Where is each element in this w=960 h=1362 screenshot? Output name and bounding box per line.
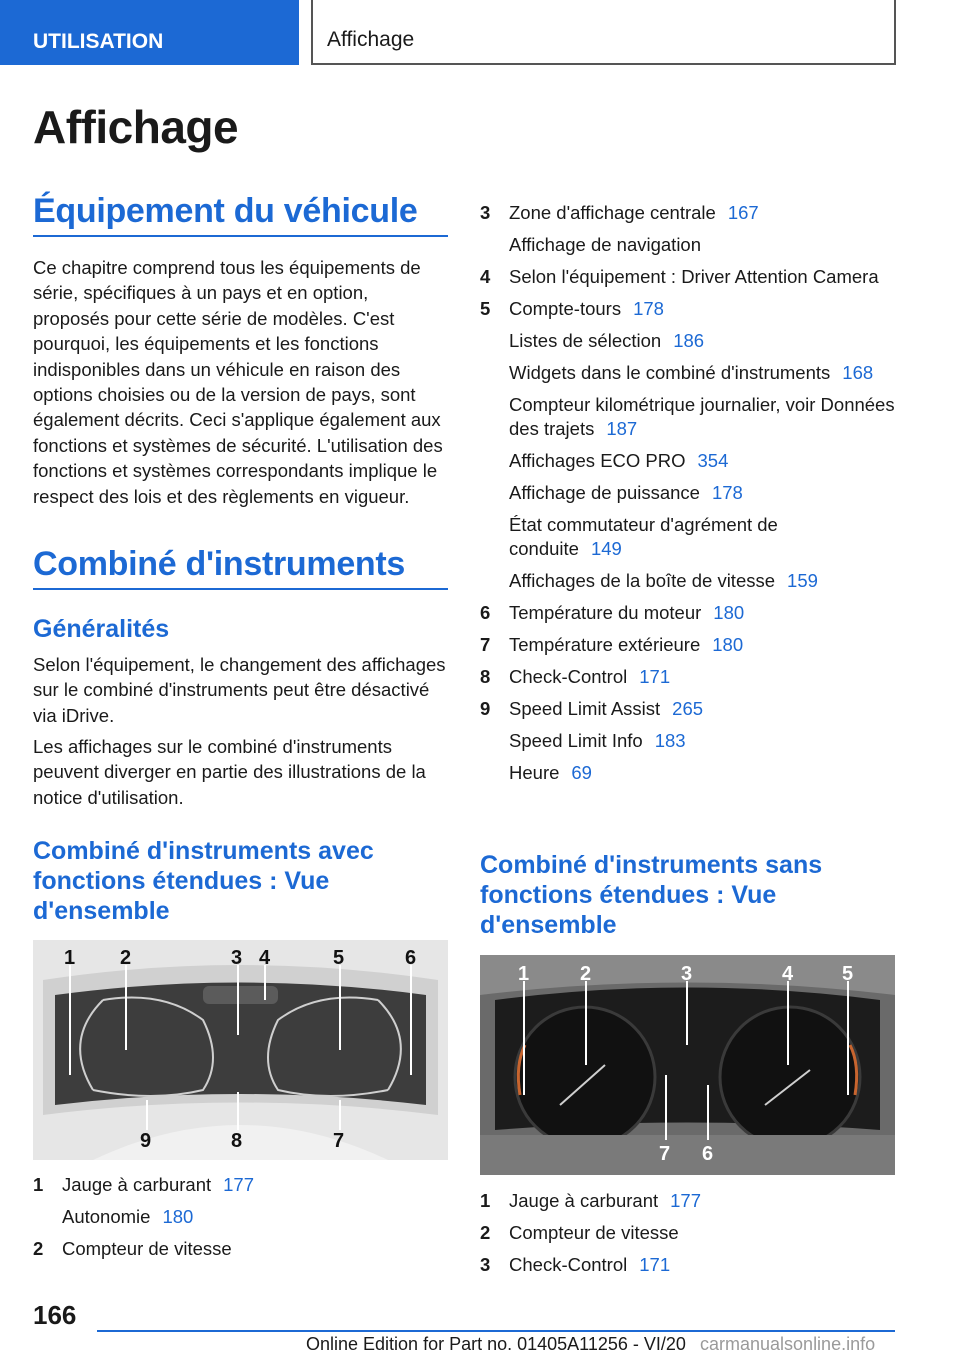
item-text: Check-Control	[509, 1254, 628, 1275]
figure-label-6: 6	[405, 947, 417, 969]
item-text: Affichages ECO PRO	[509, 450, 686, 471]
generalites-paragraph-1: Selon l'équipement, le changement des affichages sur le combiné d'instruments peut être désactivé via iDrive.	[33, 654, 446, 726]
item-text: Speed Limit Assist	[509, 698, 661, 719]
list-item	[480, 1253, 895, 1277]
page-ref-link[interactable]: 354	[697, 450, 729, 471]
item-number: 7	[480, 634, 491, 655]
item-text: Speed Limit Info	[509, 730, 643, 751]
item-number: 4	[480, 266, 491, 287]
item-text: Affichage de navigation	[509, 234, 702, 255]
item-text: Température du moteur	[509, 602, 702, 623]
page-ref-link[interactable]: 180	[712, 634, 744, 655]
figure-label-4: 4	[259, 947, 271, 969]
heading-rule	[33, 588, 448, 590]
list-item	[480, 761, 895, 785]
legend-list-basic	[480, 1189, 895, 1285]
list-item	[480, 361, 895, 385]
heading-combine-etendues: Combiné d'instruments avec fonctions étendues : Vue d'ensemble	[33, 837, 374, 925]
item-text: Heure	[509, 762, 560, 783]
page-title: Affichage	[33, 101, 239, 153]
header-chapter-tab[interactable]: UTILISATION	[0, 0, 299, 65]
item-text: Check-Control	[509, 666, 628, 687]
list-item	[480, 449, 895, 473]
figure-label-1: 1	[64, 947, 76, 969]
heading-combine-sans-etendues: Combiné d'instruments sans fonctions étendues : Vue d'ensemble	[480, 851, 823, 939]
item-number: 3	[480, 202, 491, 223]
page-ref-link[interactable]: 69	[571, 762, 592, 783]
legend-list-extended-left	[33, 1173, 448, 1269]
figure-label-5: 5	[842, 963, 854, 985]
figure-label-7: 7	[333, 1130, 345, 1152]
list-item	[480, 569, 895, 593]
item-text: Affichages de la boîte de vitesse	[509, 570, 776, 591]
page-ref-link[interactable]: 265	[672, 698, 704, 719]
instrument-cluster-illustration	[33, 940, 448, 1160]
figure-label-3: 3	[231, 947, 243, 969]
item-text: Affichage de puissance	[509, 482, 700, 503]
item-text: Compteur de vitesse	[509, 1222, 679, 1243]
list-item	[480, 601, 895, 625]
heading-equipement: Équipement du véhicule	[33, 192, 418, 230]
instrument-cluster-figure-extended	[33, 940, 448, 1160]
figure-label-2: 2	[580, 963, 592, 985]
list-item	[480, 1221, 895, 1245]
item-number: 1	[480, 1190, 491, 1211]
page-ref-link[interactable]: 167	[727, 202, 759, 223]
figure-label-4: 4	[782, 963, 794, 985]
page-ref-link[interactable]: 187	[606, 418, 638, 439]
generalites-paragraph-2: Les affichages sur le combiné d'instruments peuvent diverger en partie des illustrations de la notice d'utilisation.	[33, 736, 426, 808]
page-ref-link[interactable]: 171	[639, 1254, 671, 1275]
item-text: Jauge à carburant	[62, 1174, 212, 1195]
item-number: 2	[480, 1222, 491, 1243]
item-number: 8	[480, 666, 491, 687]
figure-label-2: 2	[120, 947, 132, 969]
page-ref-link[interactable]: 171	[639, 666, 671, 687]
list-item	[33, 1173, 448, 1197]
item-text: Widgets dans le combiné d'instruments	[509, 362, 831, 383]
header-section-label: Affichage	[311, 0, 896, 65]
list-item	[480, 329, 895, 353]
list-item	[480, 513, 895, 561]
item-text: Compteur kilométrique journalier, voir Données des trajets	[509, 394, 895, 439]
instrument-cluster-basic-illustration	[480, 955, 895, 1175]
list-item	[480, 233, 895, 257]
page-ref-link[interactable]: 177	[670, 1190, 702, 1211]
footer-rule	[97, 1330, 895, 1332]
list-item	[480, 481, 895, 505]
page-ref-link[interactable]: 186	[673, 330, 705, 351]
page-ref-link[interactable]: 180	[162, 1206, 194, 1227]
item-text: Température extérieure	[509, 634, 701, 655]
item-text: Listes de sélection	[509, 330, 662, 351]
page-ref-link[interactable]: 159	[787, 570, 818, 591]
item-text: Zone d'affichage centrale	[509, 202, 716, 223]
list-item	[480, 1189, 895, 1213]
item-text: Jauge à carburant	[509, 1190, 659, 1211]
list-item	[480, 297, 895, 321]
figure-label-3: 3	[681, 963, 693, 985]
page-ref-link[interactable]: 168	[842, 362, 874, 383]
footer-edition: Online Edition for Part no. 01405A11256 - VI/20	[306, 1334, 686, 1354]
list-item	[480, 729, 895, 753]
item-text: État commutateur d'agrément de conduite	[509, 514, 778, 559]
page-ref-link[interactable]: 178	[711, 482, 743, 503]
watermark: carmanualsonline.info	[700, 1334, 876, 1354]
equipement-paragraph: Ce chapitre comprend tous les équipements de série, spécifiques à un pays et en option, proposés pour cette série de modèles. C'est pourquoi, les équipements et les fonctions indisponibles dans un véhicule en raison des options choisies ou de la version de pays, sont également décrits. Ceci s'applique également aux fonctions et systèmes de sécurité. L'utilisation des fonctions et systèmes correspondants implique le respect des lois et des règlements en vigueur.	[33, 257, 443, 507]
page-ref-link[interactable]: 183	[654, 730, 686, 751]
figure-label-9: 9	[140, 1130, 152, 1152]
list-item	[480, 393, 895, 441]
list-item	[33, 1237, 448, 1261]
page-ref-link[interactable]: 180	[713, 602, 745, 623]
item-number: 5	[480, 298, 491, 319]
list-item	[480, 265, 895, 289]
item-text: Selon l'équipement : Driver Attention Camera	[509, 266, 879, 287]
page-ref-link[interactable]: 177	[223, 1174, 255, 1195]
item-number: 9	[480, 698, 491, 719]
item-text: Autonomie	[62, 1206, 151, 1227]
item-text: Compte-tours	[509, 298, 622, 319]
figure-label-8: 8	[231, 1130, 243, 1152]
list-item	[480, 665, 895, 689]
heading-generalites: Généralités	[33, 615, 170, 643]
item-number: 1	[33, 1174, 44, 1195]
heading-combine: Combiné d'instruments	[33, 545, 406, 583]
instrument-cluster-figure-basic	[480, 955, 895, 1175]
figure-label-1: 1	[518, 963, 530, 985]
list-item	[480, 633, 895, 657]
heading-rule	[33, 235, 448, 237]
page-ref-link[interactable]: 178	[633, 298, 664, 319]
page-number: 166	[33, 1300, 77, 1330]
page-ref-link[interactable]: 149	[590, 538, 622, 559]
list-item	[480, 201, 895, 225]
legend-list-extended-right	[480, 201, 895, 793]
figure-label-6: 6	[702, 1143, 714, 1165]
figure-label-7: 7	[659, 1143, 671, 1165]
item-number: 2	[33, 1238, 44, 1259]
figure-label-5: 5	[333, 947, 345, 969]
list-item	[33, 1205, 448, 1229]
item-text: Compteur de vitesse	[62, 1238, 232, 1259]
item-number: 6	[480, 602, 491, 623]
list-item	[480, 697, 895, 721]
item-number: 3	[480, 1254, 491, 1275]
